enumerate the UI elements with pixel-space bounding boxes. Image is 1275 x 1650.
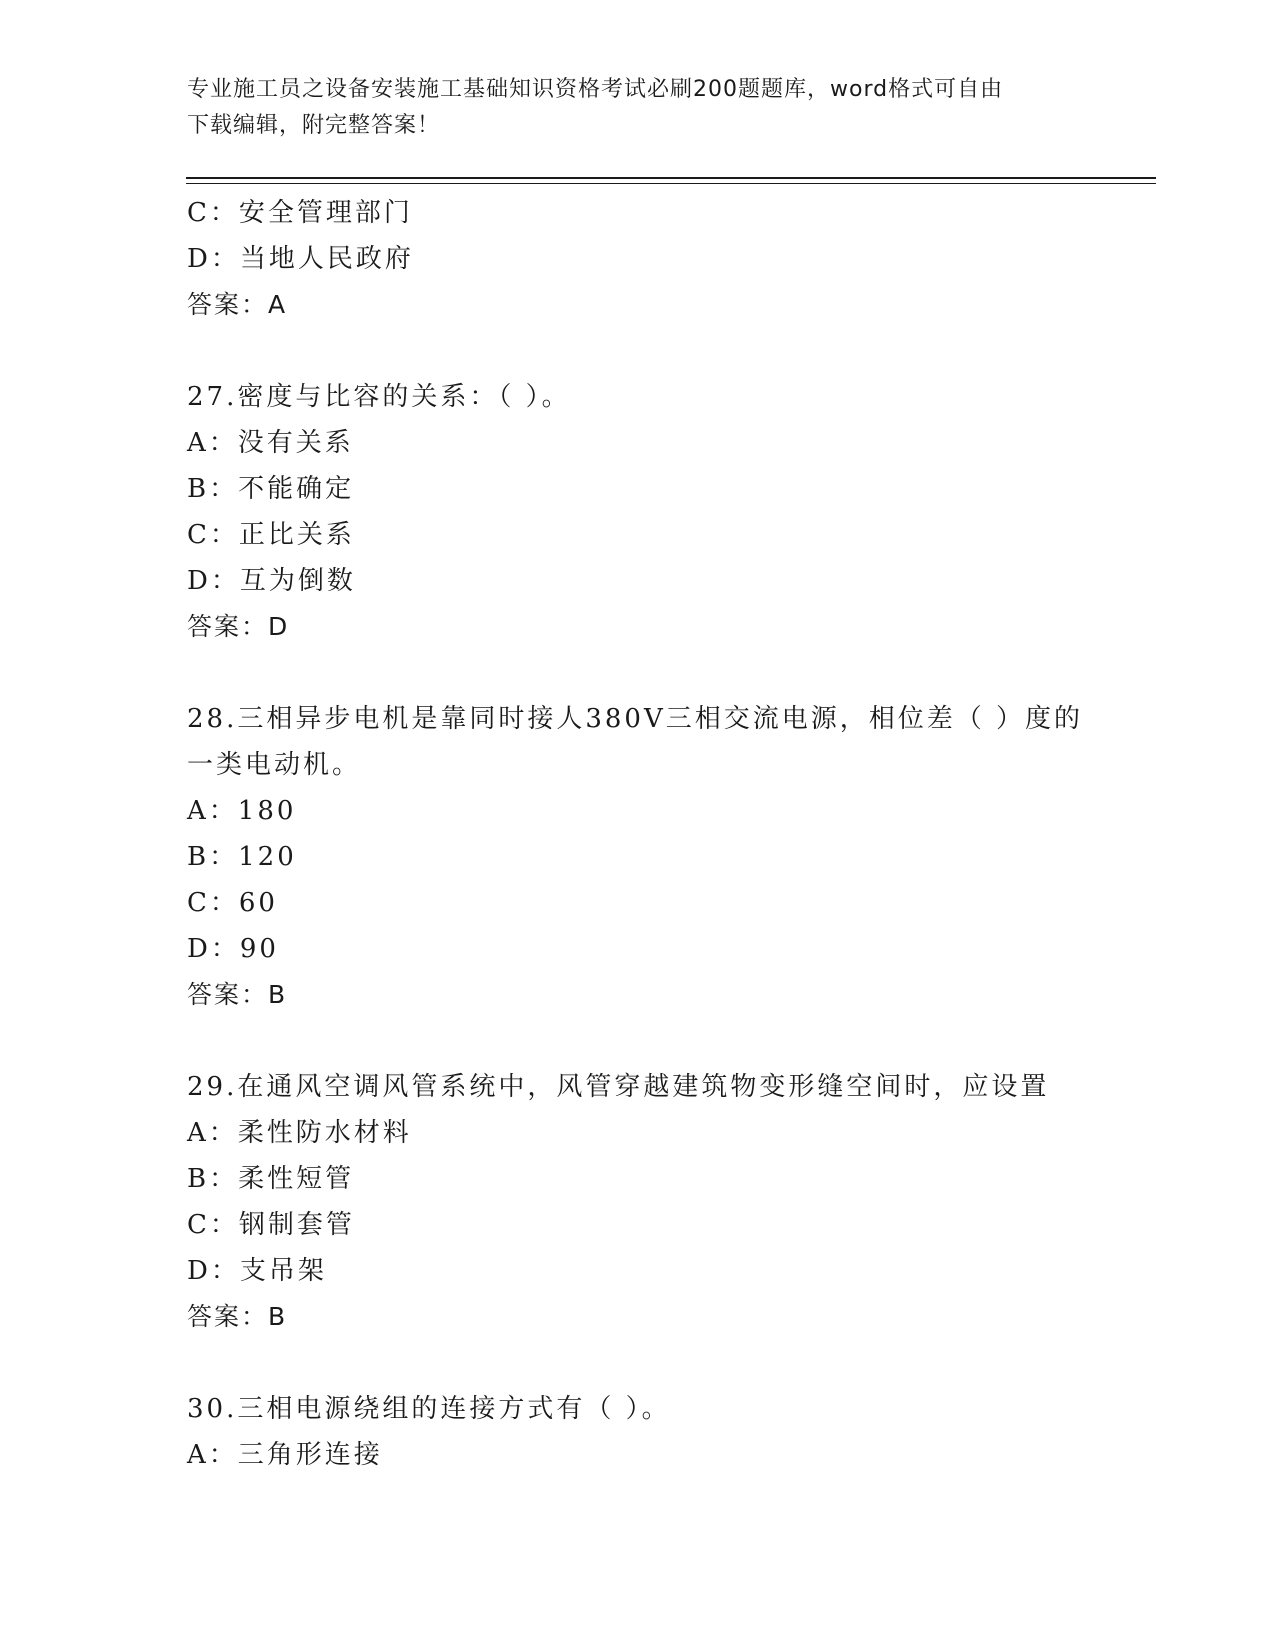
block-spacer [187,1018,1087,1064]
block-spacer [187,1340,1087,1386]
header-title-line-1: 专业施工员之设备安装施工基础知识资格考试必刷200题题库，word格式可自由 [187,77,1004,102]
answer-line: 答案：B [187,980,288,1009]
option-c: C：正比关系 [187,520,355,550]
question-block-26 [187,190,1087,328]
option-b: B：120 [187,842,297,872]
option-d: D：当地人民政府 [187,244,414,274]
question-list [187,190,1087,1478]
document-header [187,72,1067,144]
option-c: C：钢制套管 [187,1210,355,1240]
option-b: B：不能确定 [187,474,355,504]
question-text: 29.在通风空调风管系统中，风管穿越建筑物变形缝空间时，应设置 [187,1072,1050,1102]
option-a: A：没有关系 [187,428,354,458]
question-block-30 [187,1386,1087,1478]
header-rule-thin [186,183,1156,184]
option-c: C：60 [187,888,278,918]
option-c: C：安全管理部门 [187,198,413,228]
answer-line: 答案：B [187,1302,288,1331]
option-d: D：互为倒数 [187,566,356,596]
question-text-line-2: 一类电动机。 [187,750,362,780]
option-d: D：90 [187,934,279,964]
question-block-29 [187,1064,1087,1340]
option-a: A：柔性防水材料 [187,1118,412,1148]
option-b: B：柔性短管 [187,1164,355,1194]
question-text: 30.三相电源绕组的连接方式有（ ）。 [187,1394,671,1424]
answer-line: 答案：D [187,612,290,641]
question-block-27 [187,374,1087,650]
answer-line: 答案：A [187,290,288,319]
header-title-line-2: 下载编辑，附完整答案！ [187,113,441,138]
question-text: 27.密度与比容的关系：（ ）。 [187,382,571,412]
question-block-28 [187,696,1087,1018]
option-a: A：三角形连接 [187,1440,383,1470]
option-a: A：180 [187,796,297,826]
header-rule-thick [186,177,1156,179]
option-d: D：支吊架 [187,1256,327,1286]
block-spacer [187,650,1087,696]
question-text-line-1: 28.三相异步电机是靠同时接人380V三相交流电源，相位差（ ）度的 [187,704,1084,734]
block-spacer [187,328,1087,374]
